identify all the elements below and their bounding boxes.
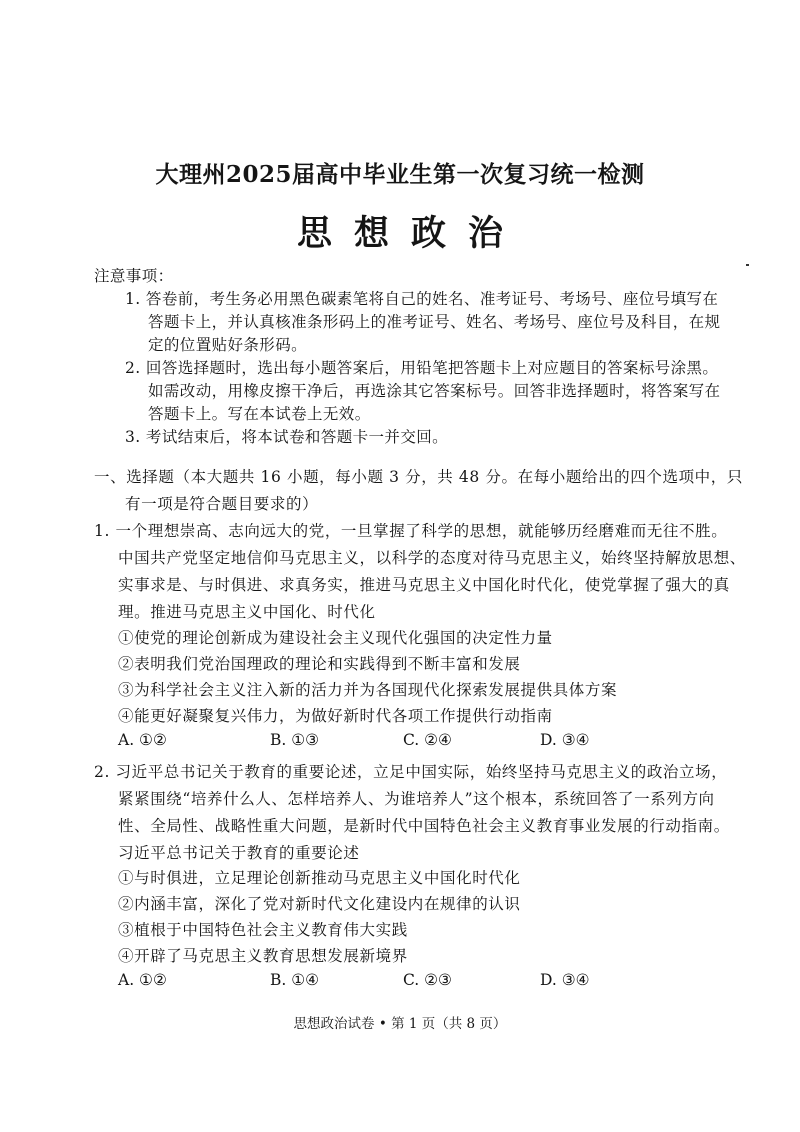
notice-line: 答题卡上。写在本试卷上无效。 (148, 405, 371, 423)
question-2-option-d[interactable]: D. ③④ (540, 971, 590, 989)
question-2-statement: ③植根于中国特色社会主义教育伟大实践 (118, 921, 408, 939)
question-1-option-c[interactable]: C. ②④ (403, 731, 452, 749)
question-1-stem: 理。推进马克思主义中国化、时代化 (118, 603, 376, 621)
section-heading: 一、选择题（本大题共 16 小题，每小题 3 分，共 48 分。在每小题给出的四个选项中，只 (94, 468, 743, 486)
question-1-statement: ②表明我们党治国理政的理论和实践得到不断丰富和发展 (118, 655, 521, 673)
question-2-statement: ②内涵丰富，深化了党对新时代文化建设内在规律的认识 (118, 895, 521, 913)
notice-line: 答题卡上，并认真核准条形码上的准考证号、姓名、考场号、座位号及科目，在规 (148, 313, 721, 331)
exam-title: 大理州2025届高中毕业生第一次复习统一检测 (155, 161, 645, 188)
question-2-stem: 习近平总书记关于教育的重要论述 (118, 844, 360, 862)
subject-title: 思想政治 (296, 213, 525, 254)
question-1-stem: 1. 一个理想崇高、志向远大的党，一旦掌握了科学的思想，就能够历经磨难而无往不胜。 (94, 522, 728, 540)
question-2-stem: 性、全局性、战略性重大问题，是新时代中国特色社会主义教育事业发展的行动指南。 (118, 817, 730, 835)
notice-line: 3. 考试结束后，将本试卷和答题卡一并交回。 (125, 428, 449, 446)
question-1-option-b[interactable]: B. ①③ (270, 731, 320, 749)
question-2-stem: 2. 习近平总书记关于教育的重要论述，立足中国实际，始终坚持马克思主义的政治立场， (94, 763, 728, 781)
question-1-option-a[interactable]: A. ①② (118, 731, 167, 749)
section-heading-cont: 有一项是符合题目要求的） (125, 495, 319, 513)
question-1-option-d[interactable]: D. ③④ (540, 731, 590, 749)
question-2-option-a[interactable]: A. ①② (118, 971, 167, 989)
notice-line: 如需改动，用橡皮擦干净后，再选涂其它答案标号。回答非选择题时，将答案写在 (148, 382, 721, 400)
scan-speck (746, 264, 749, 266)
page-footer: 思想政治试卷 • 第 1 页（共 8 页） (293, 1016, 507, 1032)
question-2-statement: ①与时俱进，立足理论创新推动马克思主义中国化时代化 (118, 869, 521, 887)
question-1-stem: 实事求是、与时俱进、求真务实，推进马克思主义中国化时代化，使党掌握了强大的真 (118, 576, 730, 594)
notice-line: 2. 回答选择题时，选出每小题答案后，用铅笔把答题卡上对应题目的答案标号涂黑。 (125, 359, 719, 377)
question-2-stem: 紧紧围绕“培养什么人、怎样培养人、为谁培养人”这个根本，系统回答了一系列方向 (118, 790, 715, 808)
question-2-option-c[interactable]: C. ②③ (403, 971, 452, 989)
question-1-stem: 中国共产党坚定地信仰马克思主义，以科学的态度对待马克思主义，始终坚持解放思想、 (118, 549, 746, 567)
notice-line: 1. 答卷前，考生务必用黑色碳素笔将自己的姓名、准考证号、考场号、座位号填写在 (125, 290, 719, 308)
question-2-option-b[interactable]: B. ①④ (270, 971, 320, 989)
question-1-statement: ④能更好凝聚复兴伟力，为做好新时代各项工作提供行动指南 (118, 707, 553, 725)
notice-heading: 注意事项： (94, 267, 174, 285)
question-2-statement: ④开辟了马克思主义教育思想发展新境界 (118, 947, 408, 965)
notice-line: 定的位置贴好条形码。 (148, 336, 308, 354)
question-1-statement: ①使党的理论创新成为建设社会主义现代化强国的决定性力量 (118, 629, 553, 647)
question-1-statement: ③为科学社会主义注入新的活力并为各国现代化探索发展提供具体方案 (118, 681, 618, 699)
